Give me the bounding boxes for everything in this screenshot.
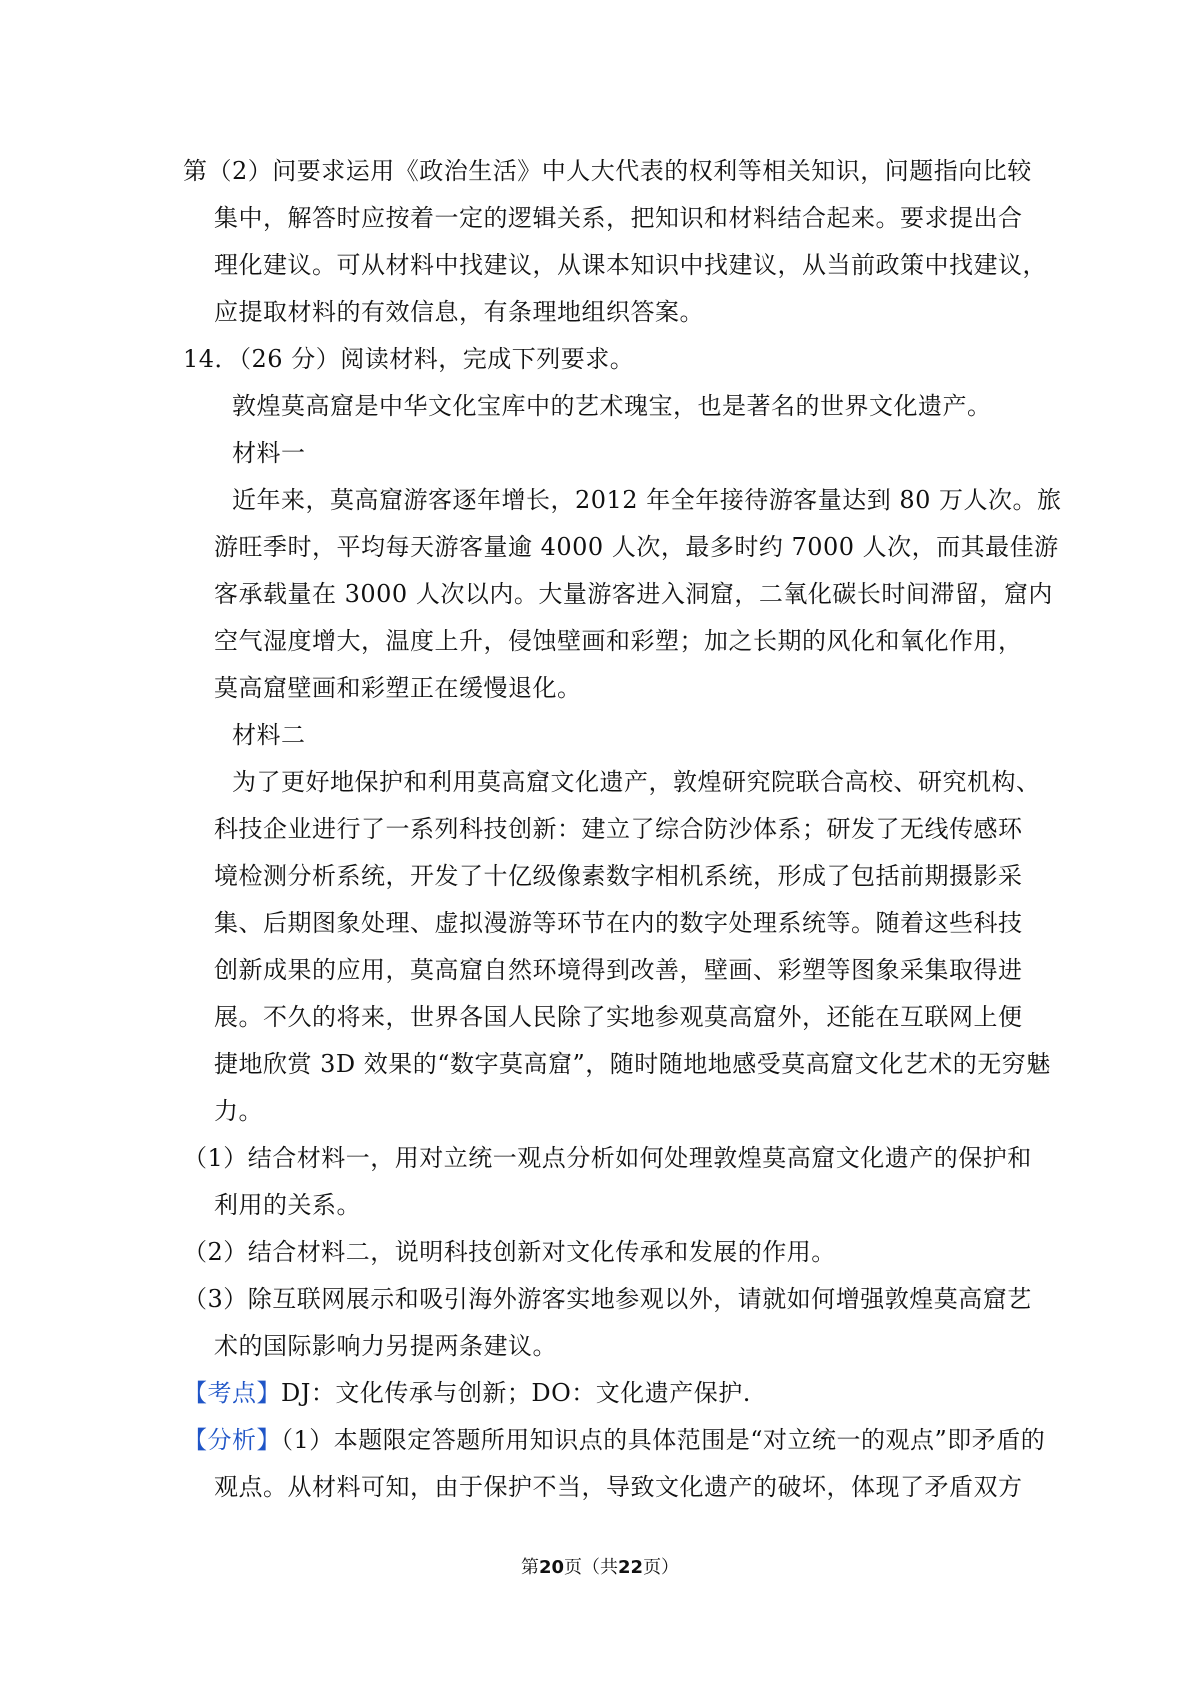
sub-question-3-cont: 术的国际影响力另提两条建议。	[214, 1332, 557, 1360]
question-header: 14．（26 分）阅读材料，完成下列要求。	[183, 345, 635, 373]
material1-line: 游旺季时，平均每天游客量逾 4000 人次，最多时约 7000 人次，而其最佳游	[214, 533, 1059, 561]
fenxi-text: （1）本题限定答题所用知识点的具体范围是“对立统一的观点”即矛盾的	[281, 1426, 1046, 1454]
sub-question-3: （3）除互联网展示和吸引海外游客实地参观以外，请就如何增强敦煌莫高窟艺	[183, 1285, 1032, 1313]
material2-title: 材料二	[232, 721, 306, 749]
footer-suffix: 页）	[643, 1557, 680, 1578]
material2-line: 力。	[214, 1097, 263, 1125]
material2-line: 捷地欣赏 3D 效果的“数字莫高窟”，随时随地地感受莫高窟文化艺术的无穷魅	[214, 1050, 1051, 1078]
material2-line: 展。不久的将来，世界各国人民除了实地参观莫高窟外，还能在互联网上便	[214, 1003, 1023, 1031]
question-preface: 敦煌莫高窟是中华文化宝库中的艺术瑰宝，也是著名的世界文化遗产。	[232, 392, 992, 420]
kaodian-line	[183, 1378, 751, 1408]
footer-page-number: 20	[538, 1557, 564, 1578]
sub-question-1: （1）结合材料一，用对立统一观点分析如何处理敦煌莫高窟文化遗产的保护和	[183, 1144, 1032, 1172]
sub-question-1-cont: 利用的关系。	[214, 1191, 361, 1219]
material2-line: 科技企业进行了一系列科技创新：建立了综合防沙体系；研发了无线传感环	[214, 815, 1023, 843]
material1-title: 材料一	[232, 439, 306, 467]
material2-line: 集、后期图象处理、虚拟漫游等环节在内的数字处理系统等。随着这些科技	[214, 909, 1023, 937]
page-footer	[0, 1556, 1200, 1580]
material2-line: 创新成果的应用，莫高窟自然环境得到改善，壁画、彩塑等图象采集取得进	[214, 956, 1023, 984]
intro-line: 理化建议。可从材料中找建议，从课本知识中找建议，从当前政策中找建议，	[214, 251, 1047, 279]
intro-line: 应提取材料的有效信息，有条理地组织答案。	[214, 298, 704, 326]
material1-line: 空气湿度增大，温度上升，侵蚀壁画和彩塑；加之长期的风化和氧化作用，	[214, 627, 1023, 655]
fenxi-line	[183, 1425, 1045, 1455]
fenxi-tag: 【分析】	[183, 1426, 281, 1454]
material1-line: 客承载量在 3000 人次以内。大量游客进入洞窟，二氧化碳长时间滞留，窟内	[214, 580, 1053, 608]
intro-line: 第（2）问要求运用《政治生活》中人大代表的权利等相关知识，问题指向比较	[183, 157, 1032, 185]
sub-question-2: （2）结合材料二，说明科技创新对文化传承和发展的作用。	[183, 1238, 836, 1266]
footer-middle: 页（共	[564, 1557, 618, 1578]
material1-line: 莫高窟壁画和彩塑正在缓慢退化。	[214, 674, 582, 702]
footer-prefix: 第	[520, 1557, 539, 1578]
fenxi-line-cont: 观点。从材料可知，由于保护不当，导致文化遗产的破坏，体现了矛盾双方	[214, 1473, 1023, 1501]
kaodian-tag: 【考点】	[183, 1379, 281, 1407]
footer-total-pages: 22	[618, 1557, 644, 1578]
material1-line: 近年来，莫高窟游客逐年增长，2012 年全年接待游客量达到 80 万人次。旅	[232, 486, 1062, 514]
material2-line: 境检测分析系统，开发了十亿级像素数字相机系统，形成了包括前期摄影采	[214, 862, 1023, 890]
kaodian-text: DJ：文化传承与创新；DO：文化遗产保护.	[281, 1379, 751, 1407]
material2-line: 为了更好地保护和利用莫高窟文化遗产，敦煌研究院联合高校、研究机构、	[232, 768, 1041, 796]
intro-line: 集中，解答时应按着一定的逻辑关系，把知识和材料结合起来。要求提出合	[214, 204, 1023, 232]
